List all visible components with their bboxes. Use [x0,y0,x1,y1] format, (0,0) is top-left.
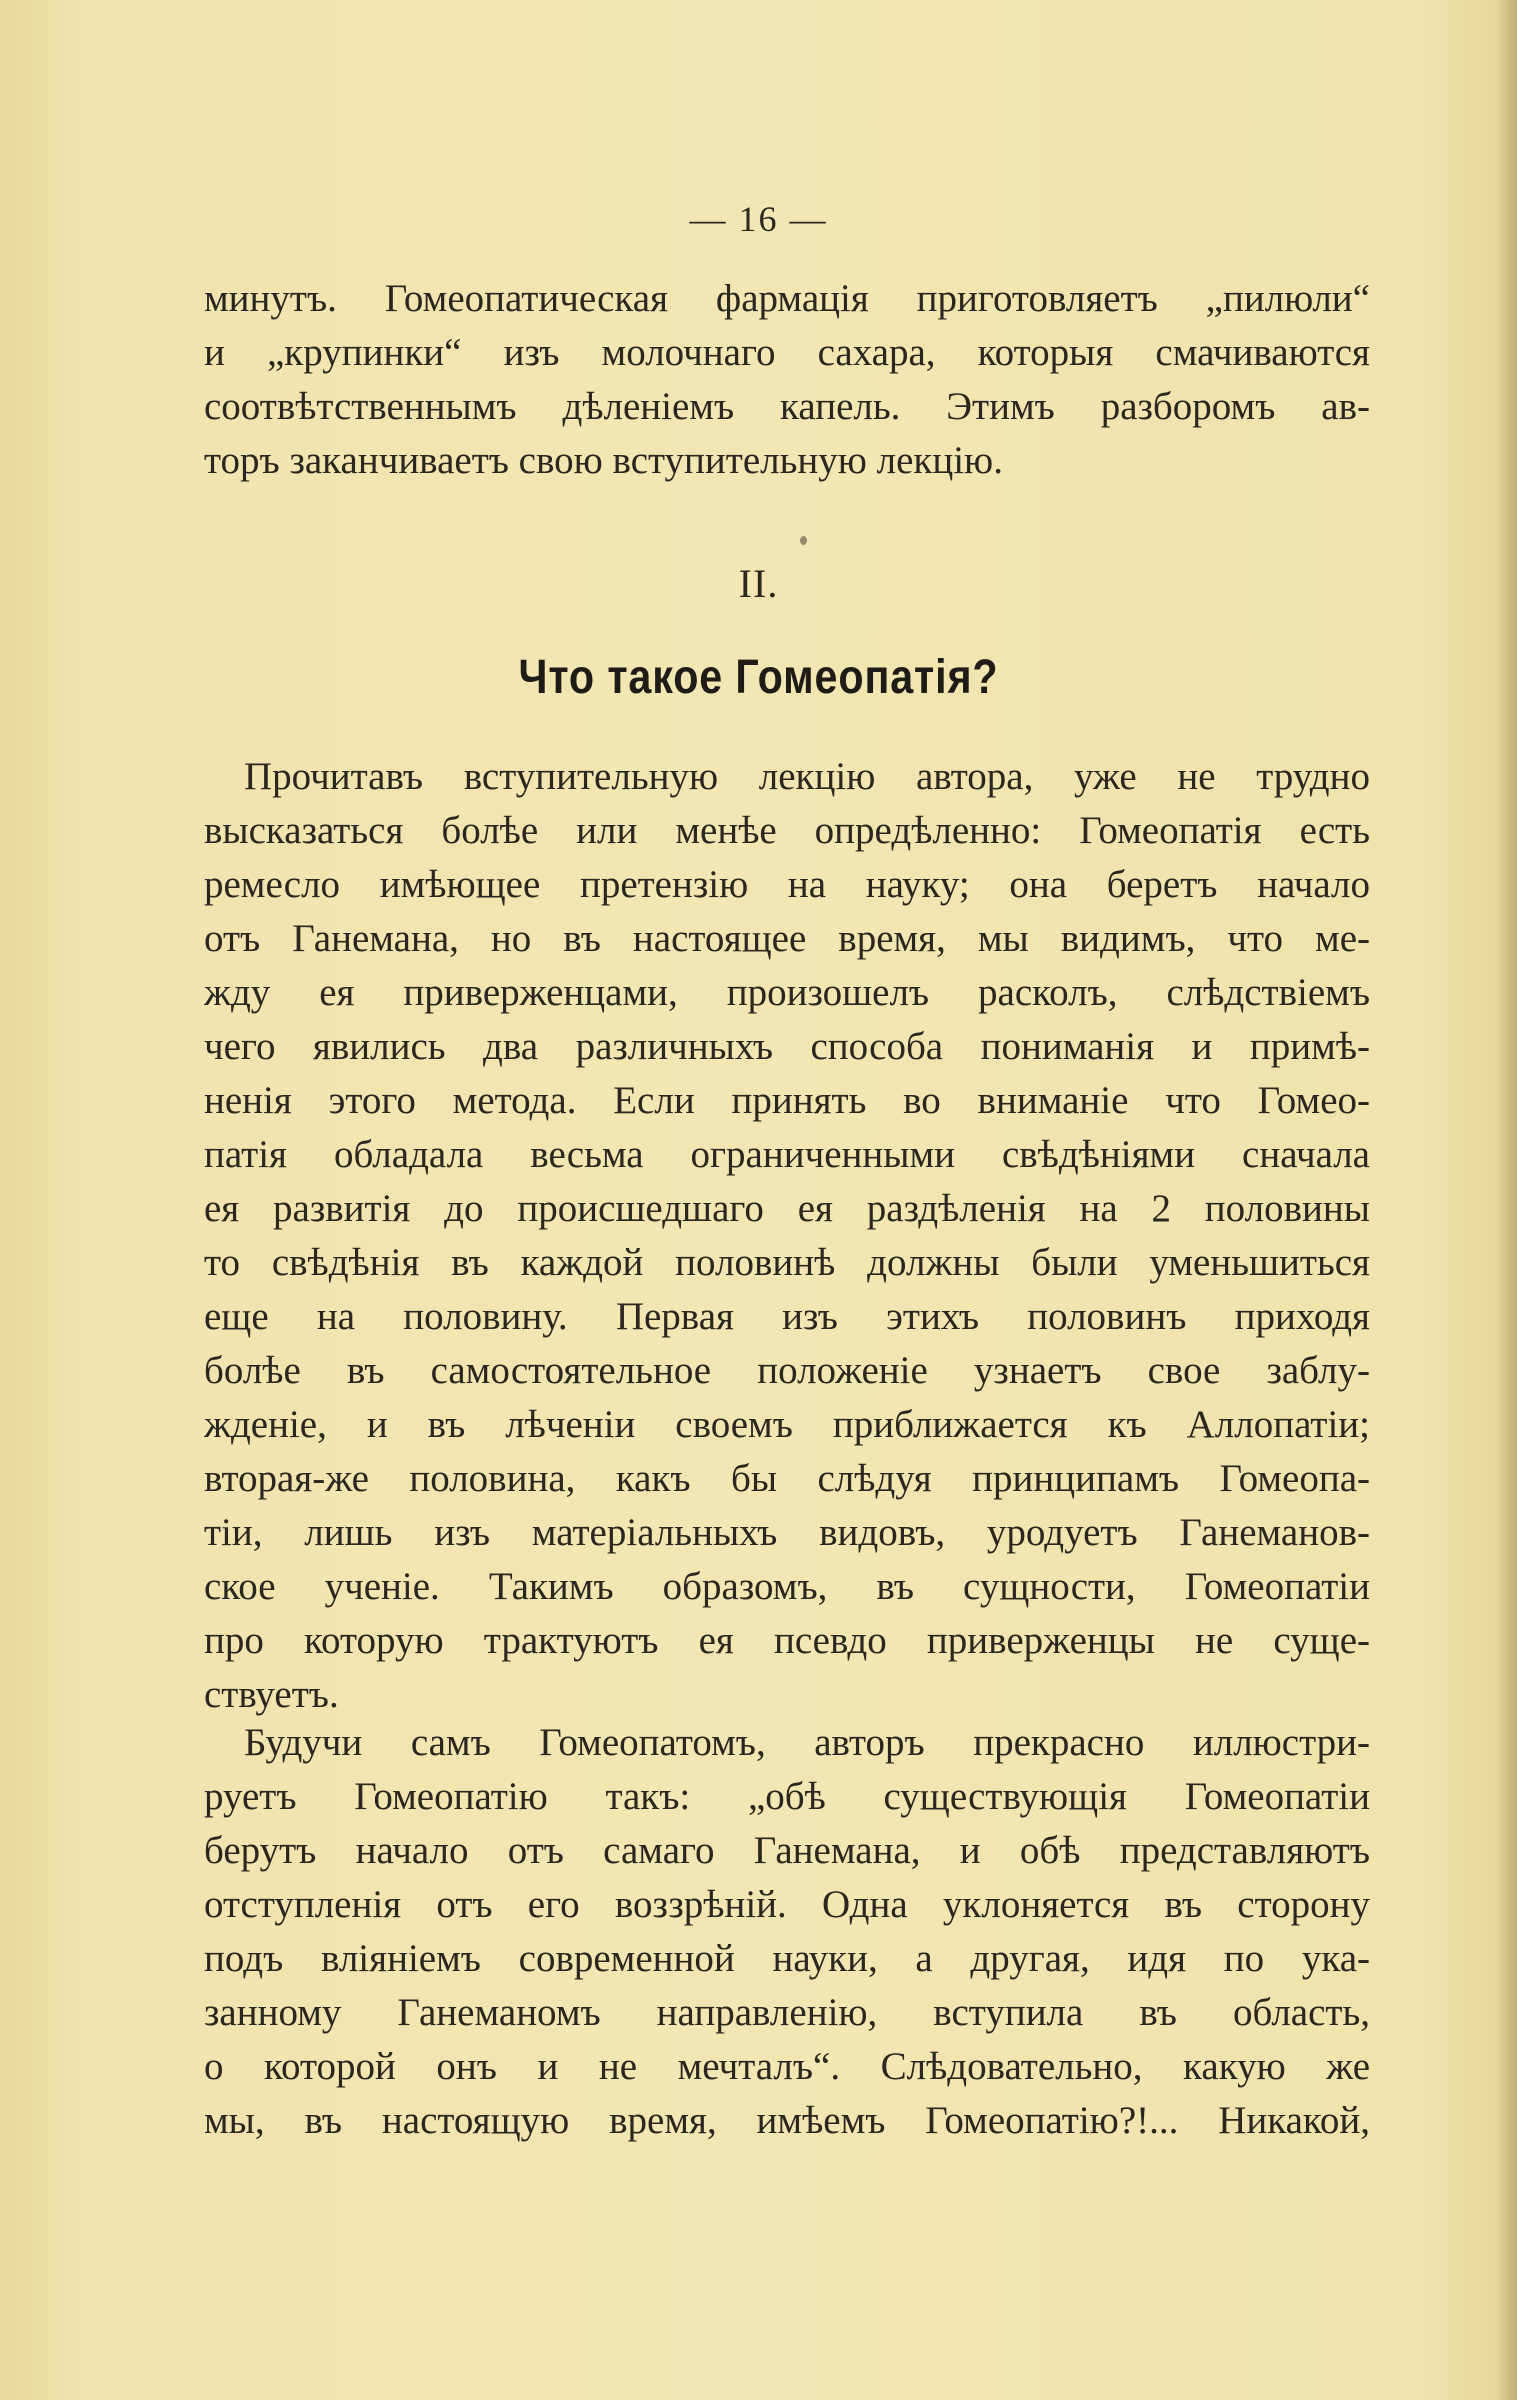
text-line: отъ Ганемана, но въ настоящее время, мы видимъ, что ме- [204,917,1370,960]
ink-speck [800,536,807,545]
page-number: — 16 — [689,199,828,239]
text-line: занному Ганеманомъ направленію, вступила въ область, [204,1991,1370,2034]
page-edge-shadow [1495,0,1517,2400]
text-line: жденіе, и въ лѣченіи своемъ приближается къ Аллопатіи; [204,1403,1370,1446]
text-line: соотвѣтственнымъ дѣленіемъ капель. Этимъ разборомъ ав- [204,385,1370,428]
text-line: про которую трактуютъ ея псевдо приверженцы не суще- [204,1619,1370,1662]
intro-paragraph [204,272,1370,488]
text-line: чего явились два различныхъ способа пониманія и примѣ- [204,1025,1370,1068]
text-line: вторая-же половина, какъ бы слѣдуя принципамъ Гомеопа- [204,1457,1370,1500]
text-line: минутъ. Гомеопатическая фармація приготовляетъ „пилюли“ [204,277,1370,320]
text-line: еще на половину. Первая изъ этихъ половинъ приходя [204,1295,1370,1338]
text-line: берутъ начало отъ самаго Ганемана, и обѣ представляютъ [204,1829,1370,1872]
text-line: высказаться болѣе или менѣе опредѣленно: Гомеопатія есть [204,809,1370,852]
text-line: ствуетъ. [204,1673,339,1716]
text-line: мы, въ настоящую время, имѣемъ Гомеопатію?!... Никакой, [204,2099,1370,2142]
text-line: ремесло имѣющее претензію на науку; она беретъ начало [204,863,1370,906]
paragraph-1 [204,750,1370,1722]
text-line: подъ вліяніемъ современной науки, а другая, идя по ука- [204,1937,1370,1980]
text-line: руетъ Гомеопатію такъ: „обѣ существующія Гомеопатіи [204,1775,1370,1818]
text-line: и „крупинки“ изъ молочнаго сахара, которыя смачиваются [204,331,1370,374]
text-line: тіи, лишь изъ матеріальныхъ видовъ, уродуетъ Ганеманов- [204,1511,1370,1554]
section-title: Что такое Гомеопатія? [518,651,999,704]
text-line: то свѣдѣнія въ каждой половинѣ должны были уменьшиться [204,1241,1370,1284]
paragraph-2 [204,1716,1370,2148]
text-line: о которой онъ и не мечталъ“. Слѣдовательно, какую же [204,2045,1370,2088]
text-line: ея развитія до происшедшаго ея раздѣленія на 2 половины [204,1187,1370,1230]
section-number: II. [738,561,779,606]
text-line: патія обладала весьма ограниченными свѣдѣніями сначала [204,1133,1370,1176]
text-line: болѣе въ самостоятельное положеніе узнаетъ свое заблу- [204,1349,1370,1392]
text-line: Будучи самъ Гомеопатомъ, авторъ прекрасно иллюстри- [244,1721,1370,1764]
text-line: торъ заканчиваетъ свою вступительную лекцію. [204,439,1003,482]
text-line: отступленія отъ его воззрѣній. Одна уклоняется въ сторону [204,1883,1370,1926]
text-line: ское ученіе. Такимъ образомъ, въ сущности, Гомеопатіи [204,1565,1370,1608]
text-line: ненія этого метода. Если принять во вниманіе что Гомео- [204,1079,1370,1122]
text-line: жду ея приверженцами, произошелъ расколъ, слѣдствіемъ [204,971,1370,1014]
text-line: Прочитавъ вступительную лекцію автора, уже не трудно [244,755,1370,798]
